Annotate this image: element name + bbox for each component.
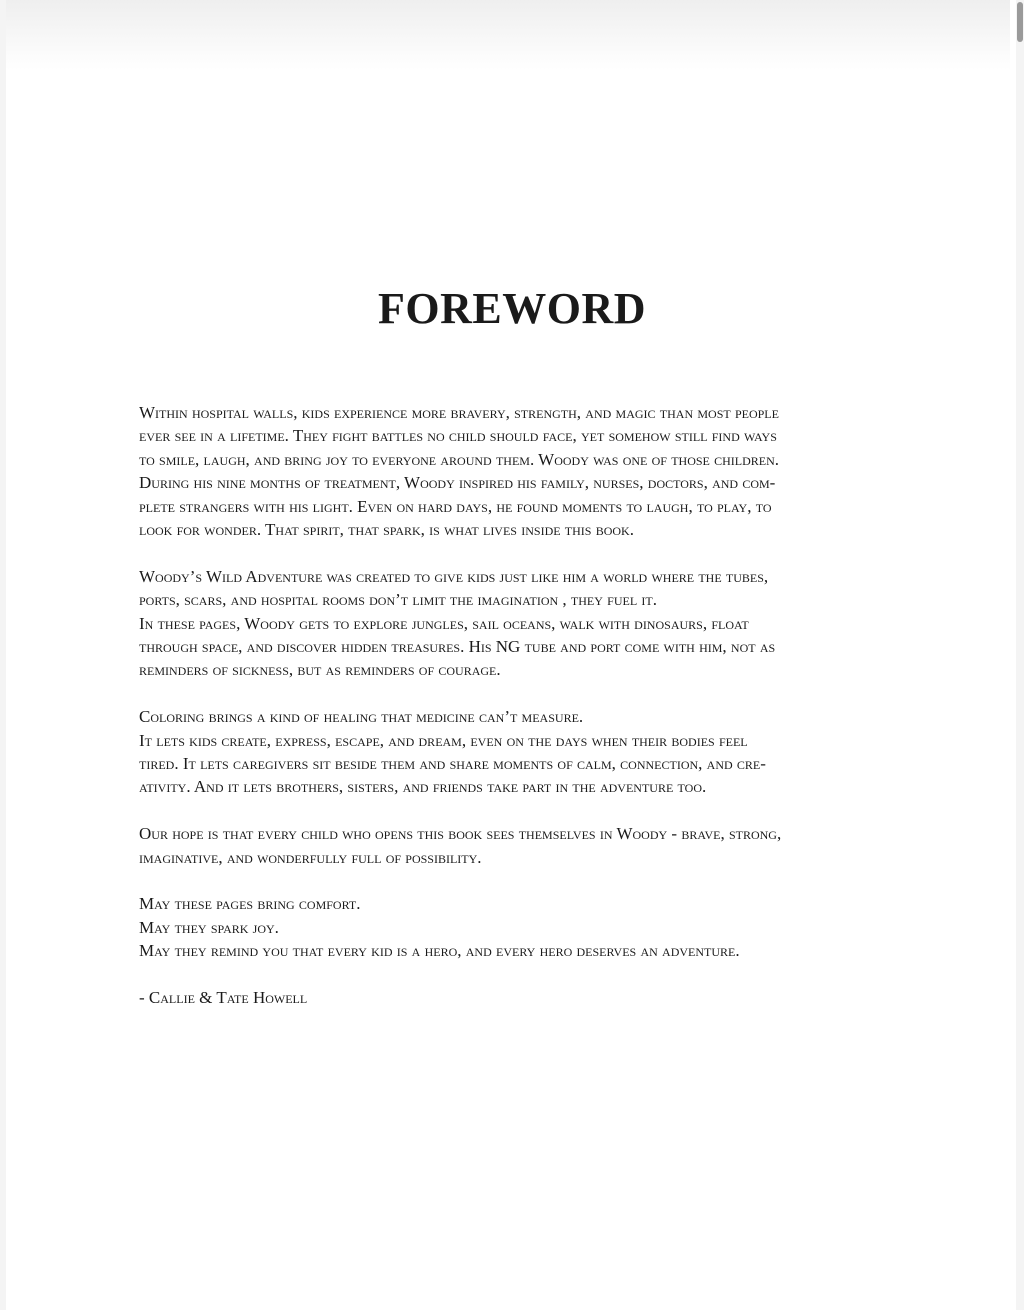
page-top-shadow	[6, 0, 1010, 70]
text-line: imaginative, and wonderfully full of possibility.	[139, 847, 482, 867]
text-line: through space, and discover hidden treasures. His NG tube and port come with him, not as	[139, 637, 776, 657]
scrollbar-thumb[interactable]	[1017, 2, 1023, 42]
text-line: look for wonder. That spirit, that spark, is what lives inside this book.	[139, 520, 634, 540]
vertical-scrollbar[interactable]	[1016, 0, 1024, 1310]
paragraph-book-purpose	[139, 565, 899, 682]
foreword-body	[139, 401, 899, 1033]
signature-line: - Callie & Tate Howell	[139, 988, 308, 1008]
text-line: tired. It lets caregivers sit beside them and share moments of calm, connection, and cre-	[139, 754, 766, 774]
text-line: Our hope is that every child who opens this book sees themselves in Woody - brave, strong,	[139, 824, 782, 844]
text-line: ever see in a lifetime. They fight battles no child should face, yet somehow still find ways	[139, 426, 777, 446]
text-line: Woody’s Wild Adventure was created to give kids just like him a world where the tubes,	[139, 566, 769, 586]
page-title: FOREWORD	[378, 284, 646, 333]
text-line: Within hospital walls, kids experience more bravery, strength, and magic than most people	[139, 403, 779, 422]
text-line: to smile, laugh, and bring joy to everyone around them. Woody was one of those children.	[139, 449, 780, 469]
text-line: It lets kids create, express, escape, and dream, even on the days when their bodies feel	[139, 730, 748, 750]
text-line: reminders of sickness, but as reminders of courage.	[139, 660, 501, 680]
paragraph-intro	[139, 401, 899, 541]
text-line: During his nine months of treatment, Woody inspired his family, nurses, doctors, and com-	[139, 473, 776, 493]
text-line: May they spark joy.	[139, 917, 279, 937]
text-line: In these pages, Woody gets to explore jungles, sail oceans, walk with dinosaurs, float	[139, 613, 749, 633]
text-line: ativity. And it lets brothers, sisters, and friends take part in the adventure too.	[139, 777, 707, 797]
text-line: May they remind you that every kid is a hero, and every hero deserves an adventure.	[139, 941, 740, 961]
paragraph-hope	[139, 822, 899, 869]
signature	[139, 986, 899, 1009]
paragraph-coloring	[139, 705, 899, 799]
text-line: May these pages bring comfort.	[139, 894, 361, 914]
text-line: Coloring brings a kind of healing that medicine can’t measure.	[139, 707, 584, 727]
text-line: ports, scars, and hospital rooms don’t limit the imagination , they fuel it.	[139, 590, 657, 610]
paragraph-blessing	[139, 892, 899, 962]
text-line: plete strangers with his light. Even on hard days, he found moments to laugh, to play, to	[139, 496, 772, 516]
